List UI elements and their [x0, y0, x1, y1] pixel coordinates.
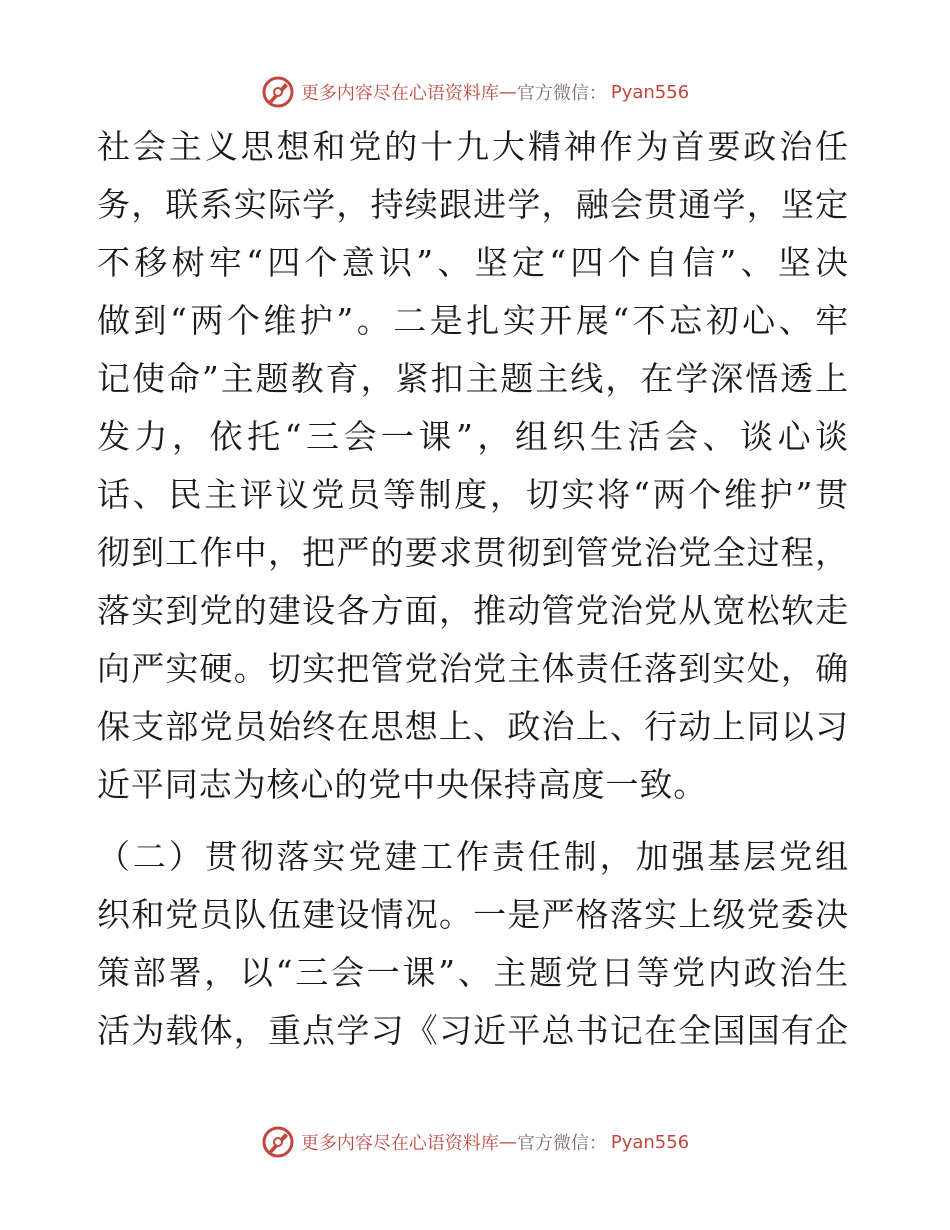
- text-line: 织和党员队伍建设情况。一是严格落实上级党委决: [97, 895, 849, 934]
- text-line: 记使命”主题教育，紧扣主题主线，在学深悟透上: [97, 359, 849, 398]
- watermark-label: 官方微信: [516, 83, 589, 104]
- text-line: 发力，依托“三会一课”，组织生活会、谈心谈: [97, 417, 849, 456]
- text-line: 活为载体，重点学习《习近平总书记在全国国有企: [97, 1011, 849, 1050]
- text-line: 不移树牢“四个意识”、坚定“四个自信”、坚决: [97, 243, 849, 282]
- text-line: 社会主义思想和党的十九大精神作为首要政治任: [97, 127, 849, 166]
- watermark-separator: —: [498, 1131, 517, 1153]
- watermark-separator: —: [498, 81, 517, 103]
- text-line: 做到“两个维护”。二是扎实开展“不忘初心、牢: [97, 301, 849, 340]
- paragraph-spacer: [97, 814, 849, 828]
- brand-logo-icon: [261, 75, 295, 109]
- text-line: 务，联系实际学，持续跟进学，融会贯通学，坚定: [97, 185, 849, 224]
- paragraph-1: [97, 118, 849, 814]
- text-line: 向严实硬。切实把管党治党主体责任落到实处，确: [97, 649, 849, 688]
- text-line: 话、民主评议党员等制度，切实将“两个维护”贯: [97, 475, 849, 514]
- text-line: 保支部党员始终在思想上、政治上、行动上同以习: [97, 707, 849, 746]
- watermark-colon: ：: [588, 83, 607, 104]
- watermark-wechat-id: Pyan556: [610, 81, 690, 103]
- document-body: [97, 118, 849, 1060]
- brand-logo-icon: [261, 1125, 295, 1159]
- footer-watermark: [0, 1124, 950, 1160]
- text-line: 近平同志为核心的党中央保持高度一致。: [97, 765, 708, 804]
- text-line: 策部署，以“三会一课”、主题党日等党内政治生: [97, 953, 849, 992]
- watermark-wechat-id: Pyan556: [610, 1131, 690, 1153]
- watermark-brand: 更多内容尽在心语资料库: [300, 1133, 499, 1154]
- header-watermark: [0, 74, 950, 110]
- text-line: 落实到党的建设各方面，推动管党治党从宽松软走: [97, 591, 849, 630]
- watermark-label: 官方微信: [516, 1133, 589, 1154]
- watermark-brand: 更多内容尽在心语资料库: [300, 83, 499, 104]
- section-heading-line: （二）贯彻落实党建工作责任制，加强基层党组: [97, 837, 849, 876]
- paragraph-2: [97, 828, 849, 1060]
- watermark-colon: ：: [588, 1133, 607, 1154]
- text-line: 彻到工作中，把严的要求贯彻到管党治党全过程，: [97, 533, 849, 572]
